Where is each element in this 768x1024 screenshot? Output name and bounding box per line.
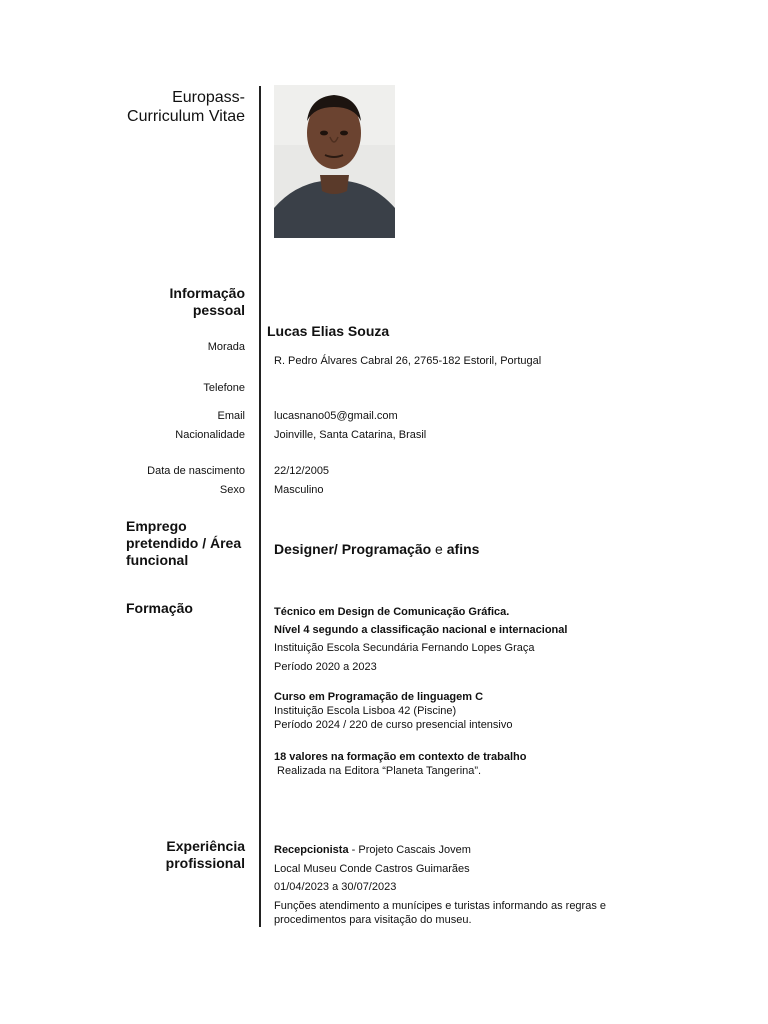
education-1-level: Nível 4 segundo a classificação nacional e internacional [274, 624, 568, 636]
desired-job-heading-line3: funcional [126, 552, 189, 568]
education-1-institution: Instituição Escola Secundária Fernando Lopes Graça [274, 642, 535, 654]
education-3-title: 18 valores na formação em contexto de trabalho [274, 751, 527, 763]
column-divider [259, 86, 261, 927]
experience-1-location: Local Museu Conde Castros Guimarães [274, 863, 470, 875]
address-value: R. Pedro Álvares Cabral 26, 2765-182 Estoril, Portugal [274, 355, 542, 367]
birth-date-value: 22/12/2005 [274, 465, 330, 477]
education-heading: Formação [126, 600, 193, 616]
desired-job-heading-line1: Emprego [126, 518, 187, 534]
sex-value: Masculino [274, 484, 324, 496]
personal-info-heading-line2: pessoal [192, 302, 245, 318]
desired-job-part2: e [431, 541, 447, 557]
desired-job-part3: afins [446, 541, 480, 557]
nationality-value: Joinville, Santa Catarina, Brasil [274, 429, 427, 441]
experience-heading-line1: Experiência [166, 838, 245, 854]
experience-1-role-title: Recepcionista [274, 844, 349, 856]
phone-label: Telefone [203, 382, 245, 394]
cv-title-line1: Europass- [172, 89, 245, 106]
experience-1-description-line2: procedimentos para visitação do museu. [274, 914, 472, 926]
education-2-period: Período 2024 / 220 de curso presencial intensivo [274, 719, 513, 731]
profile-photo [274, 85, 395, 238]
personal-info-heading [170, 285, 245, 319]
cv-title-line2: Curriculum Vitae [127, 108, 245, 125]
full-name: Lucas Elias Souza [267, 323, 390, 339]
email-label: Email [217, 410, 245, 422]
education-2-institution: Instituição Escola Lisboa 42 (Piscine) [274, 705, 457, 717]
education-1-period: Período 2020 a 2023 [274, 661, 377, 673]
education-3-detail: Realizada na Editora “Planeta Tangerina”. [274, 765, 482, 777]
email-value: lucasnano05@gmail.com [274, 410, 398, 422]
sex-label: Sexo [219, 484, 245, 496]
nationality-label: Nacionalidade [175, 429, 245, 441]
experience-1-role [274, 843, 471, 857]
personal-info-heading-line1: Informação [169, 285, 245, 301]
desired-job-part1: Designer/ Programação [274, 541, 432, 557]
desired-job-heading [126, 518, 241, 569]
profile-photo-image [274, 85, 395, 238]
birth-date-label: Data de nascimento [147, 465, 245, 477]
desired-job-heading-line2: pretendido / Área [126, 535, 242, 551]
desired-job-value [274, 541, 479, 558]
experience-1-role-suffix: - Projeto Cascais Jovem [348, 844, 471, 856]
education-2-title: Curso em Programação de linguagem C [274, 691, 484, 703]
experience-heading-line2: profissional [165, 855, 245, 871]
experience-1-dates: 01/04/2023 a 30/07/2023 [274, 881, 397, 893]
address-label: Morada [207, 341, 245, 353]
education-1-title: Técnico em Design de Comunicação Gráfica. [274, 606, 510, 618]
cv-title [127, 88, 245, 126]
experience-1-description-line1: Funções atendimento a munícipes e turistas informando as regras e [274, 900, 607, 912]
experience-heading [166, 838, 245, 872]
